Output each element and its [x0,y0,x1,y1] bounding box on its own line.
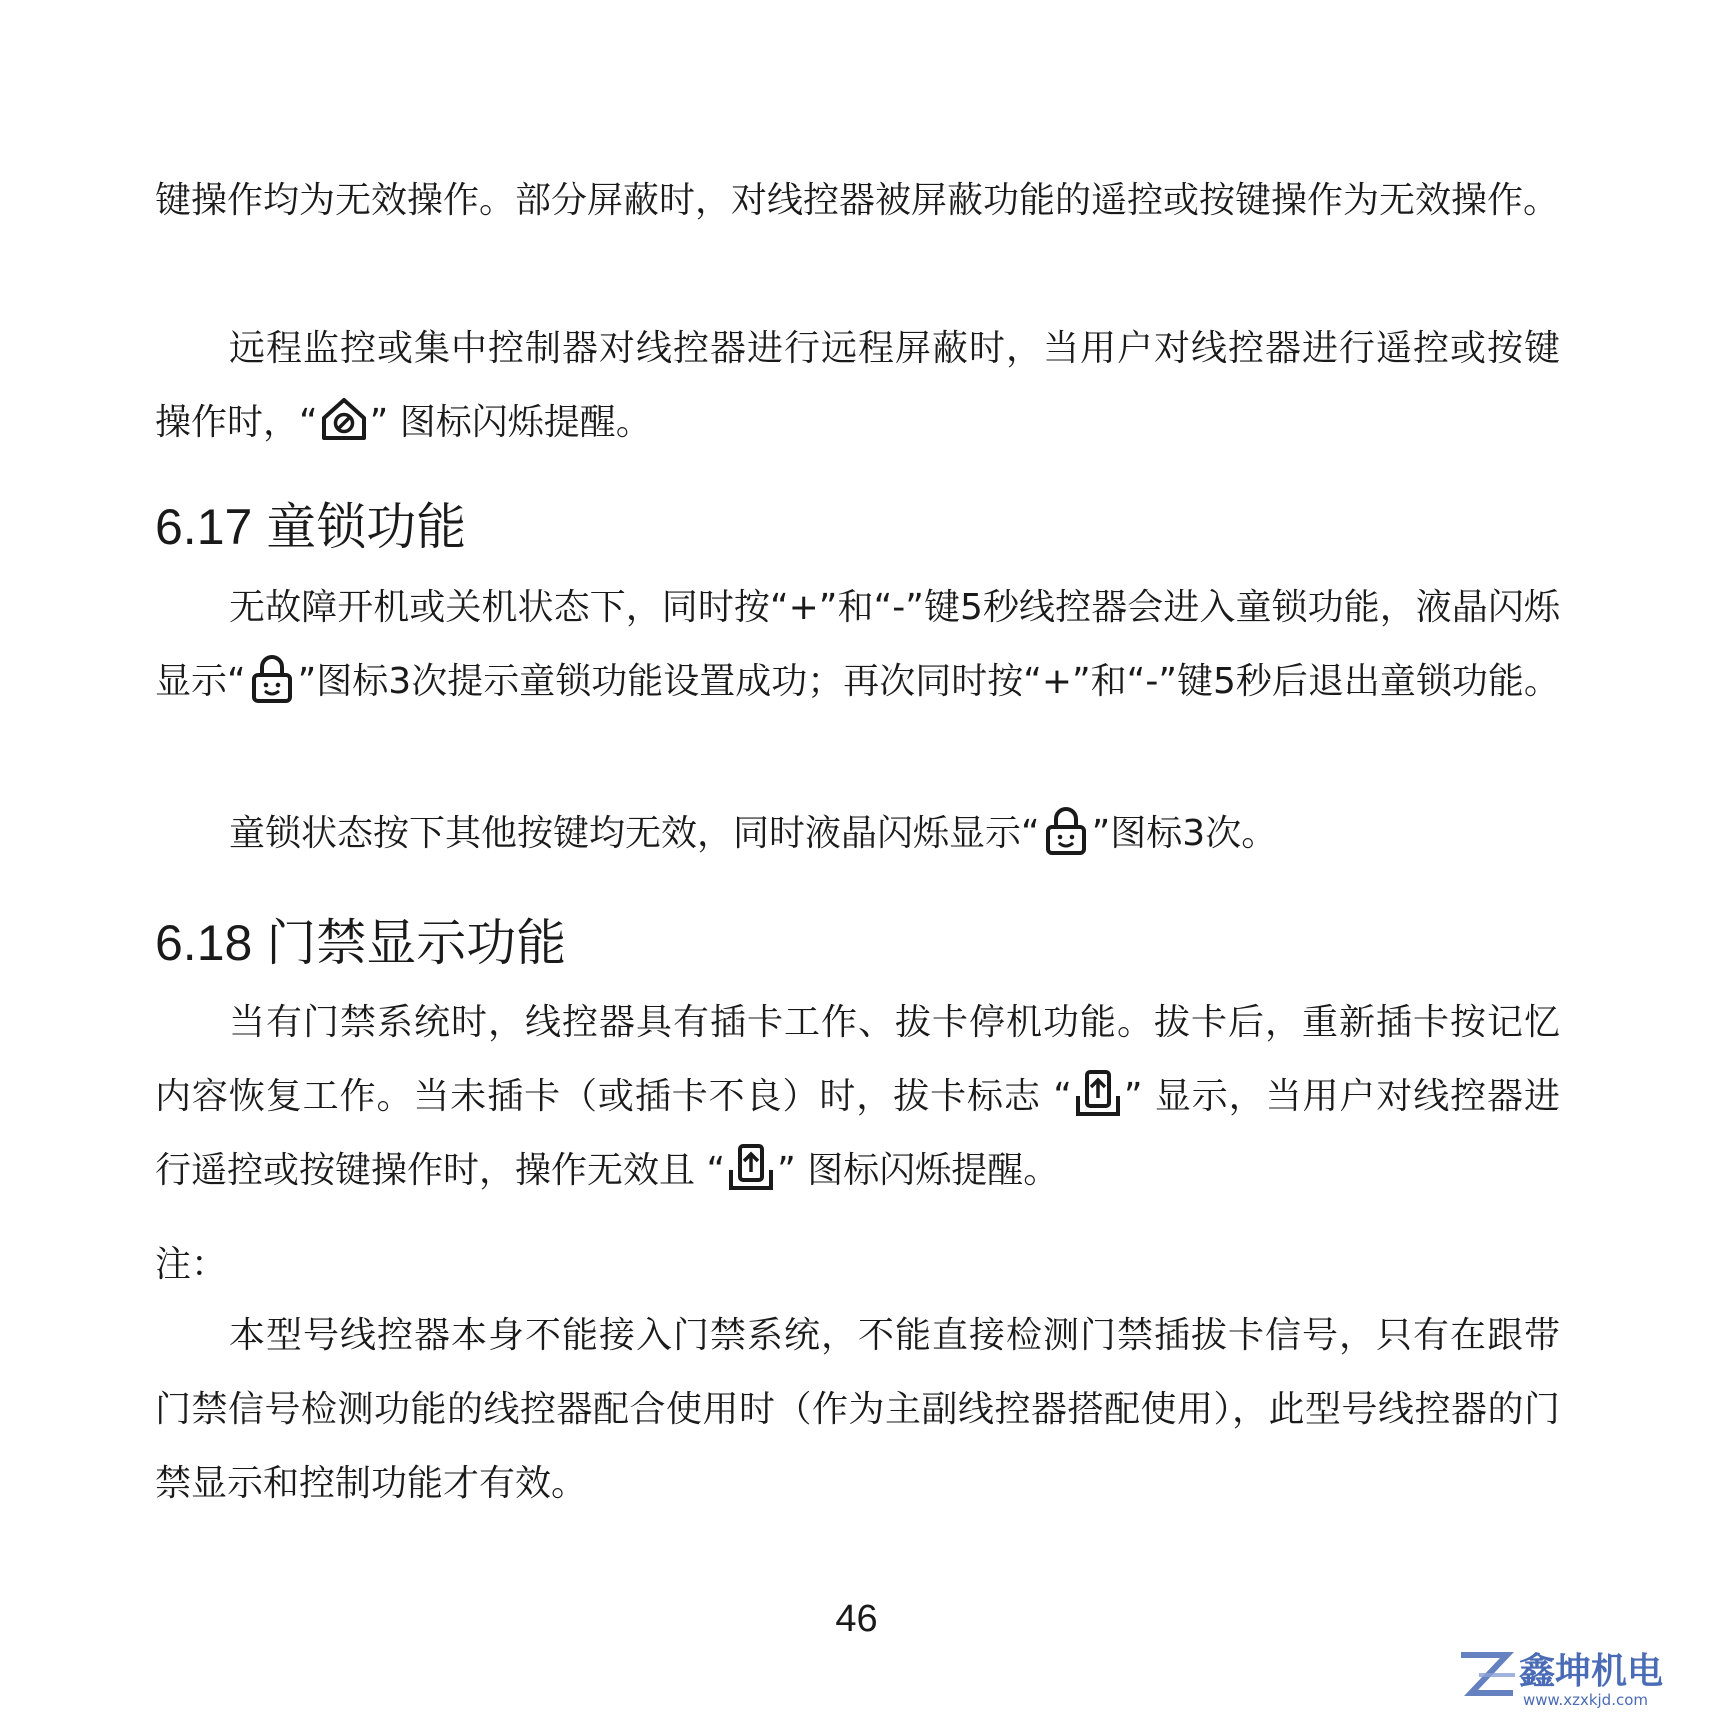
watermark-logo-graphic [1455,1641,1705,1711]
paragraph-text-before: 童锁状态按下其他按键均无效，同时液晶闪烁显示“ [229,813,1040,854]
paragraph-text-after: ”图标3次。 [1091,813,1278,854]
watermark-name: 鑫坤机电 [1519,1651,1664,1692]
paragraph-child-lock-2 [155,797,1560,871]
paragraph-text-part2: ” 显示，当用户对线控器进行遥控或按键操作时，操作无效且 “ [155,1076,1560,1191]
watermark-url: www.xzxkjd.com [1523,1691,1649,1709]
child-lock-icon [1042,805,1090,857]
paragraph-text-part3: ” 图标闪烁提醒。 [777,1150,1060,1191]
paragraph-text: 键操作均为无效操作。部分屏蔽时，对线控器被屏蔽功能的遥控或按键操作为无效操作。 [155,180,1560,221]
section-heading-6-18: 6.18 门禁显示功能 [155,915,567,971]
card-removed-icon [727,1142,775,1194]
paragraph-child-lock-1 [155,571,1560,719]
paragraph-text-before: 远程监控或集中控制器对线控器进行远程屏蔽时，当用户对线控器进行遥控或按键操作时，“ [155,328,1560,443]
paragraph-remote-shield [155,312,1560,460]
child-lock-icon [248,653,296,705]
paragraph-text-before: 无故障开机或关机状态下，同时按“+”和“-”键5秒线控器会进入童锁功能，液晶闪烁显示“ [155,587,1560,702]
paragraph-text-part1: 当有门禁系统时，线控器具有插卡工作、拔卡停机功能。拔卡后，重新插卡按记忆内容恢复工作。当未插卡（或插卡不良）时，拔卡标志 “ [155,1002,1560,1117]
card-removed-icon [1074,1068,1122,1120]
watermark-logo [1455,1641,1705,1711]
paragraph-text-after: ” 图标闪烁提醒。 [369,402,652,443]
section-heading-6-17: 6.17 童锁功能 [155,499,467,555]
note-paragraph [155,1299,1560,1521]
paragraph-text-after: ”图标3次提示童锁功能设置成功；再次同时按“+”和“-”键5秒后退出童锁功能。 [297,661,1560,702]
note-text: 本型号线控器本身不能接入门禁系统，不能直接检测门禁插拔卡信号，只有在跟带门禁信号检测功能的线控器配合使用时（作为主副线控器搭配使用），此型号线控器的门禁显示和控制功能才有效。 [155,1315,1560,1504]
note-label: 注： [155,1244,228,1285]
page-number: 46 [835,1598,878,1640]
home-shield-icon [320,394,368,446]
paragraph-continuation [155,164,1560,238]
paragraph-access-control [155,986,1560,1208]
